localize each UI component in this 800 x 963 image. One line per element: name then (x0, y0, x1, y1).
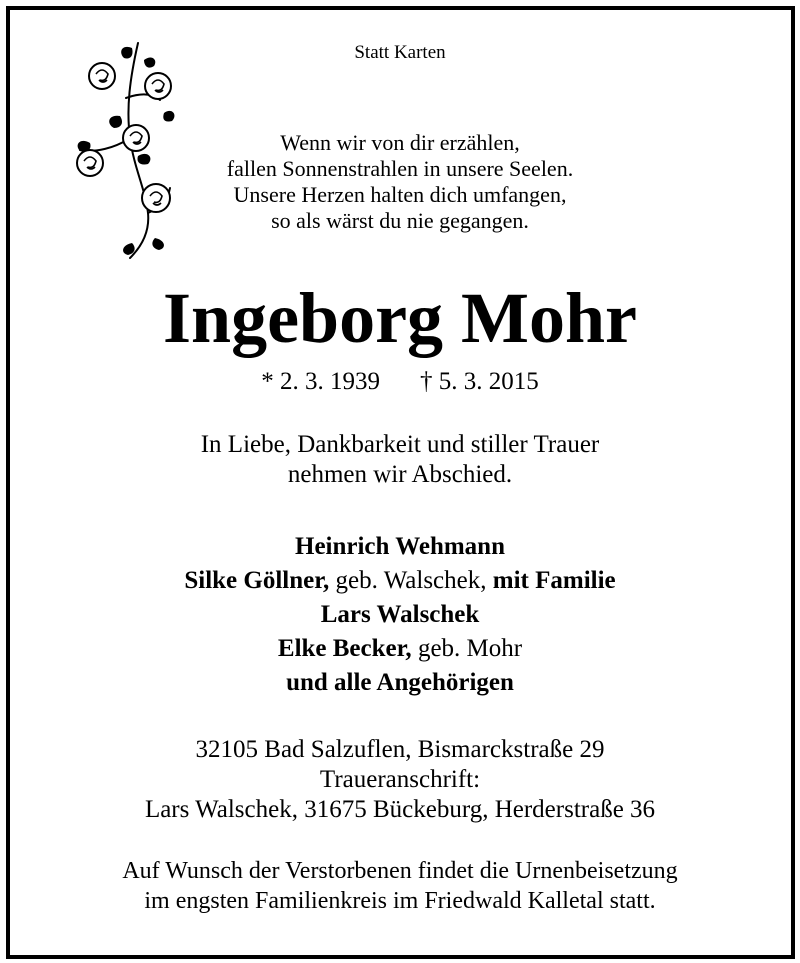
header-text: Statt Karten (354, 42, 446, 63)
poem-line: Wenn wir von dir erzählen, (280, 130, 520, 155)
death-date: † 5. 3. 2015 (420, 368, 539, 395)
address-line: 32105 Bad Salzuflen, Bismarckstraße 29 (195, 736, 605, 763)
address-block (0, 735, 800, 825)
mourner-line: Heinrich Wehmann (295, 533, 505, 560)
mourner-line: und alle Angehörigen (286, 669, 514, 696)
poem (0, 130, 800, 234)
poem-line: Unsere Herzen halten dich umfangen, (233, 182, 567, 207)
burial-note (0, 856, 800, 916)
address-line: Lars Walschek, 31675 Bückeburg, Herderstraße 36 (144, 796, 656, 823)
mourner-line: Silke Göllner, geb. Walschek, mit Familie (184, 567, 616, 594)
note-line: im engsten Familienkreis im Friedwald Kalletal statt. (144, 888, 656, 914)
note-line: Auf Wunsch der Verstorbenen findet die Urnenbeisetzung (122, 858, 678, 884)
mourner-line: Lars Walschek (320, 601, 480, 628)
farewell-text (0, 430, 800, 490)
address-label: Traueranschrift: (319, 766, 481, 793)
poem-line: fallen Sonnenstrahlen in unsere Seelen. (226, 156, 574, 181)
deceased-name: Ingeborg Mohr (163, 278, 637, 358)
farewell-line: nehmen wir Abschied. (287, 461, 513, 488)
farewell-line: In Liebe, Dankbarkeit und stiller Trauer (200, 431, 600, 458)
poem-line: so als wärst du nie gegangen. (271, 208, 529, 233)
birth-date: * 2. 3. 1939 (261, 368, 380, 395)
mourners-list (0, 530, 800, 700)
life-dates (0, 368, 800, 396)
mourner-line: Elke Becker, geb. Mohr (277, 635, 523, 662)
